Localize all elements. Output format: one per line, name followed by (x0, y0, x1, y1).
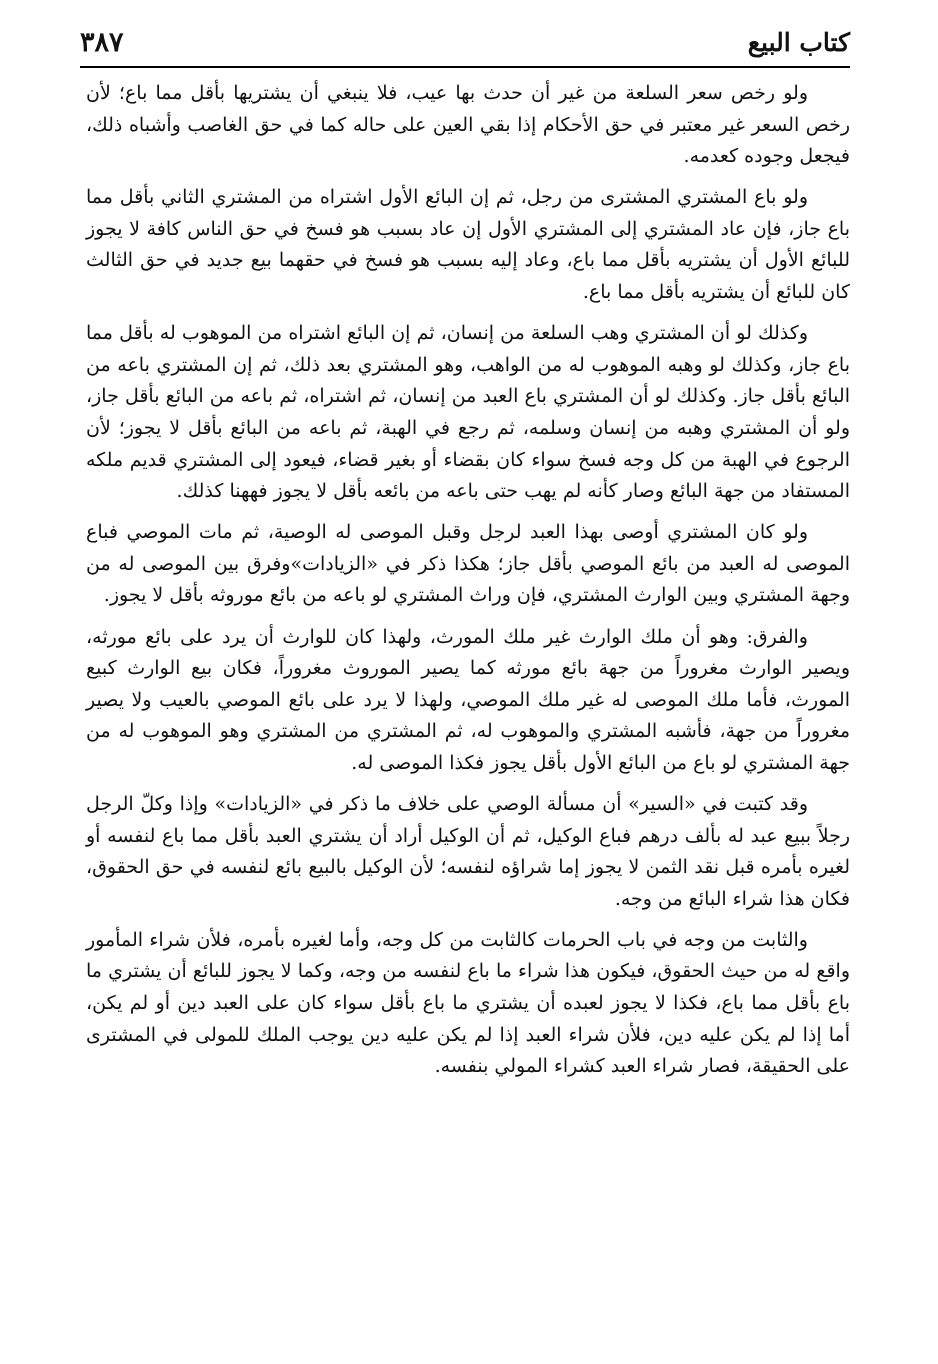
paragraph: ولو باع المشتري المشترى من رجل، ثم إن البائع الأول اشتراه من المشتري الثاني بأقل مما باع جاز، فإن عاد المشتري إلى المشتري الأول إن عاد بسبب هو فسخ في حق الناس كافة لا يجوز للبائع الأول أن يشتريه بأقل مما باع، وعاد إليه بسبب هو فسخ في حقهما بيع جديد في حق الثالث كان للبائع أن يشتريه بأقل مما باع. (86, 186, 850, 304)
page-body (86, 78, 850, 1092)
header-rule (80, 66, 850, 68)
book-title: كتاب البيع (747, 27, 850, 57)
page-number: ٣٨٧ (80, 26, 124, 58)
page-header (80, 20, 850, 64)
paragraph: والفرق: وهو أن ملك الوارث غير ملك المورث، ولهذا كان للوارث أن يرد على بائع مورثه، ويصير الوارث مغروراً من جهة بائع مورثه كما يصير الموروث مغروراً، فكان بيع الوارث كبيع المورث، فأما ملك الموصى له غير ملك الموصي، ولهذا لا يرد على بائع الموصي بالعيب ولا يصير مغروراً من جهة، فأشبه المشتري والموهوب له، ثم المشتري من المشتري وهو الموهوب له من جهة المشتري لو باع من البائع الأول بأقل يجوز فكذا الموصى له. (86, 625, 850, 774)
paragraph: ولو كان المشتري أوصى بهذا العبد لرجل وقبل الموصى له الوصية، ثم مات الموصي فباع الموصى له العبد من بائع الموصي بأقل جاز؛ هكذا ذكر في «الزيادات»وفرق بين الموصى له من وجهة المشتري وبين الوارث المشتري، فإن وراث المشتري لو باعه من بائع موروثه بأقل لا يجوز. (86, 521, 850, 607)
paragraph: والثابت من وجه في باب الحرمات كالثابت من كل وجه، وأما لغيره بأمره، فلأن شراء المأمور واقع له من حيث الحقوق، فيكون هذا شراء ما باع لنفسه من وجه، وكما لا يجوز للبائع أن يشتري ما باع بأقل مما باع، فكذا لا يجوز لعبده أن يشتري ما باع بأقل سواء كان على العبد دين أو لم يكن، أما إذا لم يكن عليه دين، فلأن شراء العبد إذا لم يكن عليه دين يوجب الملك للمولى في المشترى على الحقيقة، فصار شراء العبد كشراء المولي بنفسه. (86, 928, 850, 1078)
paragraph: وقد كتبت في «السير» أن مسألة الوصي على خلاف ما ذكر في «الزيادات» وإذا وكلّ الرجل رجلاً ببيع عبد له بألف درهم فباع الوكيل، ثم أن الوكيل أراد أن يشتري العبد بأقل مما باع لنفسه أو لغيره بأمره قبل نقد الثمن لا يجوز إما شراؤه لنفسه؛ لأن الوكيل بالبيع بائع لنفسه في حق الحقوق، فكان هذا شراء البائع من وجه. (86, 792, 850, 910)
paragraph: وكذلك لو أن المشتري وهب السلعة من إنسان، ثم إن البائع اشتراه من الموهوب له بأقل مما باع جاز، وكذلك لو وهبه الموهوب له من الواهب، وهو المشتري بعد ذلك، ثم إن المشتري باعه من البائع بأقل جاز. وكذلك لو أن المشتري باع العبد من إنسان، ثم اشتراه، ثم باعه من البائع بأقل جاز، ولو أن المشتري وهبه من إنسان وسلمه، ثم رجع في الهبة، ثم باعه من البائع بأقل لا يجوز؛ لأن الرجوع في الهبة من كل وجه فسخ سواء كان بقضاء أو بغير قضاء، فيعود إلى المشتري قديم ملكه المستفاد من جهة البائع وصار كأنه لم يهب حتى باعه من بائعه بأقل لا يجوز فههنا كذلك. (86, 322, 850, 503)
paragraph: ولو رخص سعر السلعة من غير أن حدث بها عيب، فلا ينبغي أن يشتريها بأقل مما باع؛ لأن رخص السعر غير معتبر في حق الأحكام إذا بقي العين على حاله كما في حق الغاصب وأشباه ذلك، فيجعل وجوده كعدمه. (86, 82, 850, 168)
